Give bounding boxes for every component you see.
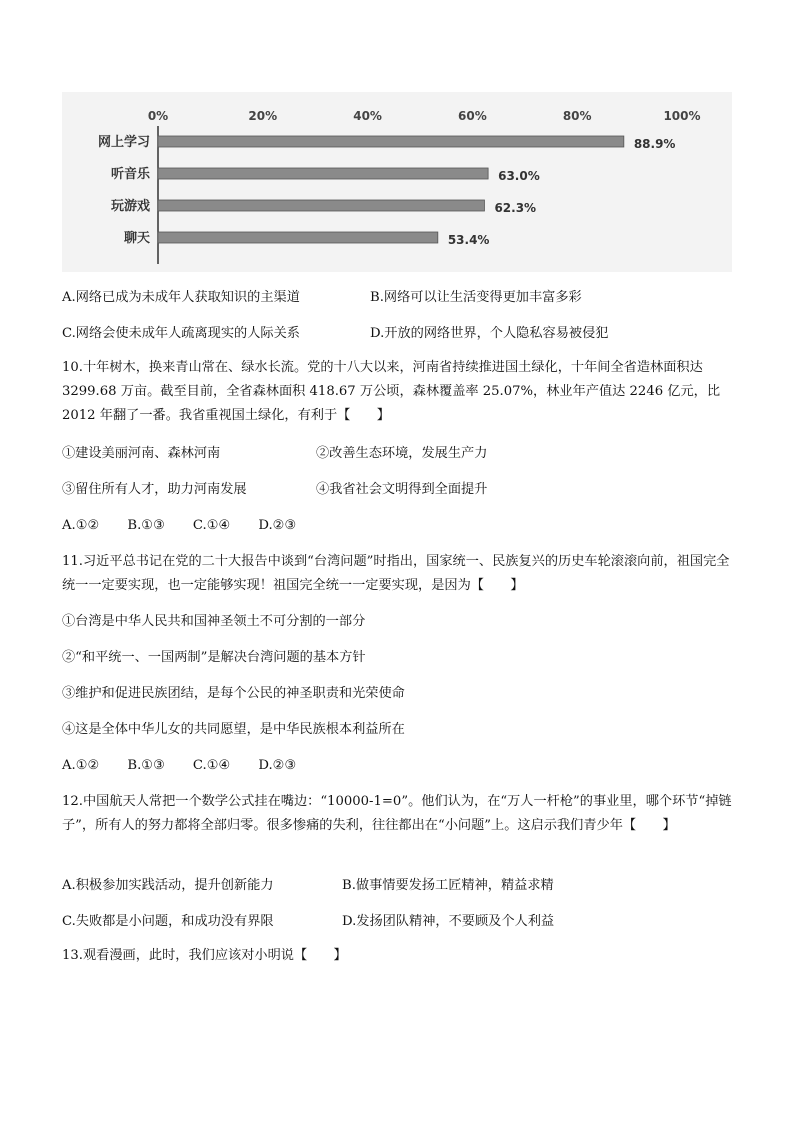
q10-choice-a[interactable]: A.①②: [62, 518, 100, 533]
category-label: 听音乐: [110, 167, 150, 182]
bar: [158, 200, 484, 211]
q10-choices: [62, 516, 324, 536]
q12-stem: 12.中国航天人常把一个数学公式挂在嘴边：“10000-1=0”。他们认为，在“万人一杆枪”的事业里，哪个环节“掉链子”，所有人的努力都将全部归零。很多惨痛的失利，往往都出在“小问题”上。这启示我们青少年【 】: [62, 794, 732, 833]
category-label: 网上学习: [97, 135, 150, 150]
q9-option-c: C.网络会使未成年人疏离现实的人际关系: [62, 326, 300, 341]
q11-choice-c[interactable]: C.①④: [192, 758, 231, 773]
q11-statement-4: ④这是全体中华儿女的共同愿望，是中华民族根本利益所在: [62, 722, 405, 737]
internet-usage-chart: [62, 92, 732, 272]
x-tick-label: 80%: [562, 109, 592, 123]
q11-statement-2: ②“和平统一、一国两制”是解决台湾问题的基本方针: [62, 650, 366, 665]
x-tick-label: 60%: [458, 109, 487, 123]
q11-statement-3: ③维护和促进民族团结，是每个公民的神圣职责和光荣使命: [62, 686, 405, 701]
q12-option-a[interactable]: A.积极参加实践活动，提升创新能力: [62, 878, 274, 893]
q9-option-d: D.开放的网络世界，个人隐私容易被侵犯: [370, 326, 609, 341]
bar-value-label: 53.4%: [447, 233, 490, 247]
q10-stem: 10.十年树木，换来青山常在、绿水长流。党的十八大以来，河南省持续推进国土绿化，十年间全省造林面积达 3299.68 万亩。截至目前，全省森林面积 418.67 万公顷，森林覆盖率 25.07%，林业年产值达 2246 亿元，比 2012 年翻了一番。我省重视国土绿化，有利于【 】: [62, 360, 721, 423]
q10-statement-3: ③留住所有人才，助力河南发展: [62, 482, 247, 497]
q10-choice-d[interactable]: D.②③: [258, 518, 297, 533]
q11-statement-1: ①台湾是中华人民共和国神圣领土不可分割的一部分: [62, 614, 366, 629]
q10-statement-4: ④我省社会文明得到全面提升: [316, 482, 488, 497]
q9-option-a: A.网络已成为未成年人获取知识的主渠道: [62, 290, 300, 305]
bar: [158, 168, 488, 179]
q10-choice-c[interactable]: C.①④: [192, 518, 231, 533]
q13-stem: 13.观看漫画，此时，我们应该对小明说【 】: [62, 948, 347, 963]
category-label: 玩游戏: [110, 199, 150, 214]
q11-choice-d[interactable]: D.②③: [258, 758, 297, 773]
q10-choice-b[interactable]: B.①③: [127, 518, 165, 533]
x-tick-label: 0%: [147, 109, 169, 123]
q11-choice-b[interactable]: B.①③: [127, 758, 165, 773]
bar-value-label: 63.0%: [498, 169, 540, 183]
q10-statement-2: ②改善生态环境，发展生产力: [316, 446, 488, 461]
q10-statement-1: ①建设美丽河南、森林河南: [62, 446, 221, 461]
x-tick-label: 40%: [353, 109, 382, 123]
q11-choice-a[interactable]: A.①②: [62, 758, 100, 773]
q9-option-b: B.网络可以让生活变得更加丰富多彩: [370, 290, 582, 305]
q12-option-b[interactable]: B.做事情要发扬工匠精神，精益求精: [342, 878, 554, 893]
q11-choices: [62, 756, 324, 776]
q12-option-d[interactable]: D.发扬团队精神，不要顾及个人利益: [342, 914, 555, 929]
chart-svg: [62, 92, 732, 272]
x-tick-label: 20%: [248, 109, 278, 123]
category-label: 聊天: [123, 231, 150, 246]
bar-value-label: 88.9%: [633, 137, 676, 151]
q12-option-c[interactable]: C.失败都是小问题，和成功没有界限: [62, 914, 274, 929]
bar: [158, 136, 624, 147]
q11-stem: 11.习近平总书记在党的二十大报告中谈到“台湾问题”时指出，国家统一、民族复兴的历史车轮滚滚向前，祖国完全统一一定要实现，也一定能够实现！祖国完全统一一定要实现，是因为【 】: [62, 554, 730, 593]
x-tick-label: 100%: [663, 109, 701, 123]
bar-value-label: 62.3%: [494, 201, 537, 215]
bar: [158, 232, 438, 243]
